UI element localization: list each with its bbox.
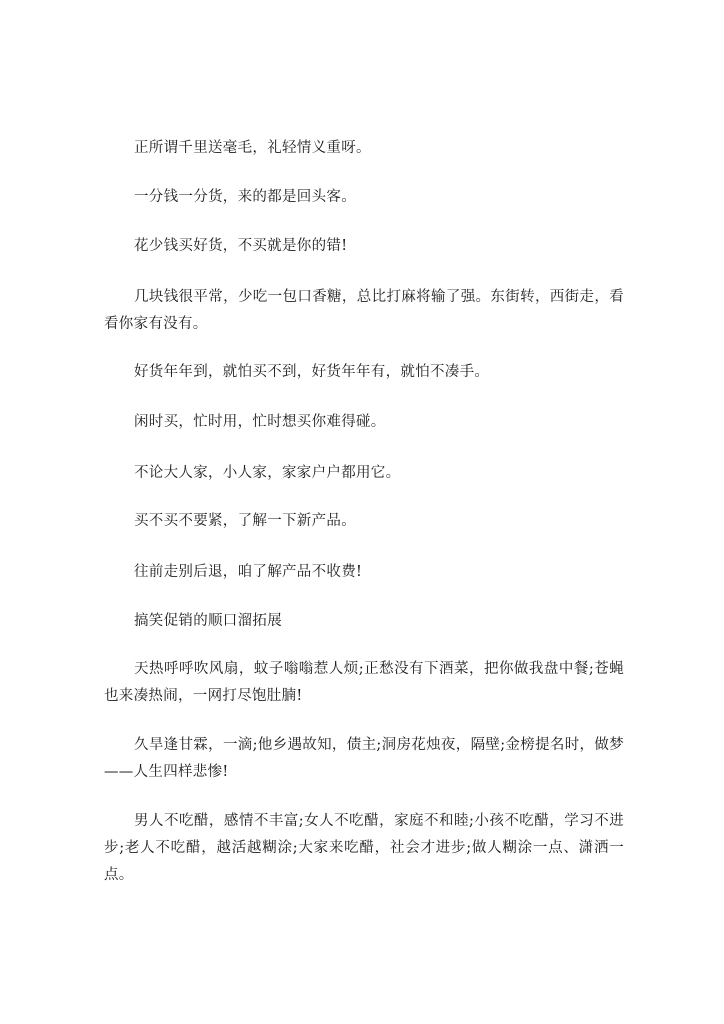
paragraph-11: 久旱逢甘霖，一滴;他乡遇故知，债主;洞房花烛夜，隔壁;金榜提名时，做梦——人生四样悲惨! (104, 737, 624, 780)
paragraph-3: 花少钱买好货，不买就是你的错! (134, 238, 348, 254)
paragraph-4: 几块钱很平常，少吃一包口香糖，总比打麻将输了强。东街转，西街走，看看你家有没有。 (104, 289, 624, 332)
paragraph-2: 一分钱一分货，来的都是回头客。 (134, 189, 356, 205)
paragraph-10: 天热呼呼吹风扇，蚊子嗡嗡惹人烦;正愁没有下酒菜，把你做我盘中餐;苍蝇也来凑热闹，一网打尽饱肚腩! (104, 661, 624, 704)
paragraph-8: 买不买不要紧，了解一下新产品。 (134, 513, 356, 529)
paragraph-1: 正所谓千里送毫毛，礼轻情义重呀。 (134, 140, 371, 156)
paragraph-12: 男人不吃醋，感情不丰富;女人不吃醋，家庭不和睦;小孩不吃醋，学习不进步;老人不吃醋，越活越糊涂;大家来吃醋，社会才进步;做人糊涂一点、潇洒一点。 (104, 813, 624, 883)
section-heading: 搞笑促销的顺口溜拓展 (134, 613, 282, 629)
paragraph-9: 往前走别后退，咱了解产品不收费! (134, 564, 363, 580)
paragraph-6: 闲时买，忙时用，忙时想买你难得碰。 (134, 414, 386, 430)
paragraph-5: 好货年年到，就怕买不到，好货年年有，就怕不凑手。 (134, 364, 490, 380)
paragraph-7: 不论大人家，小人家，家家户户都用它。 (134, 465, 401, 481)
